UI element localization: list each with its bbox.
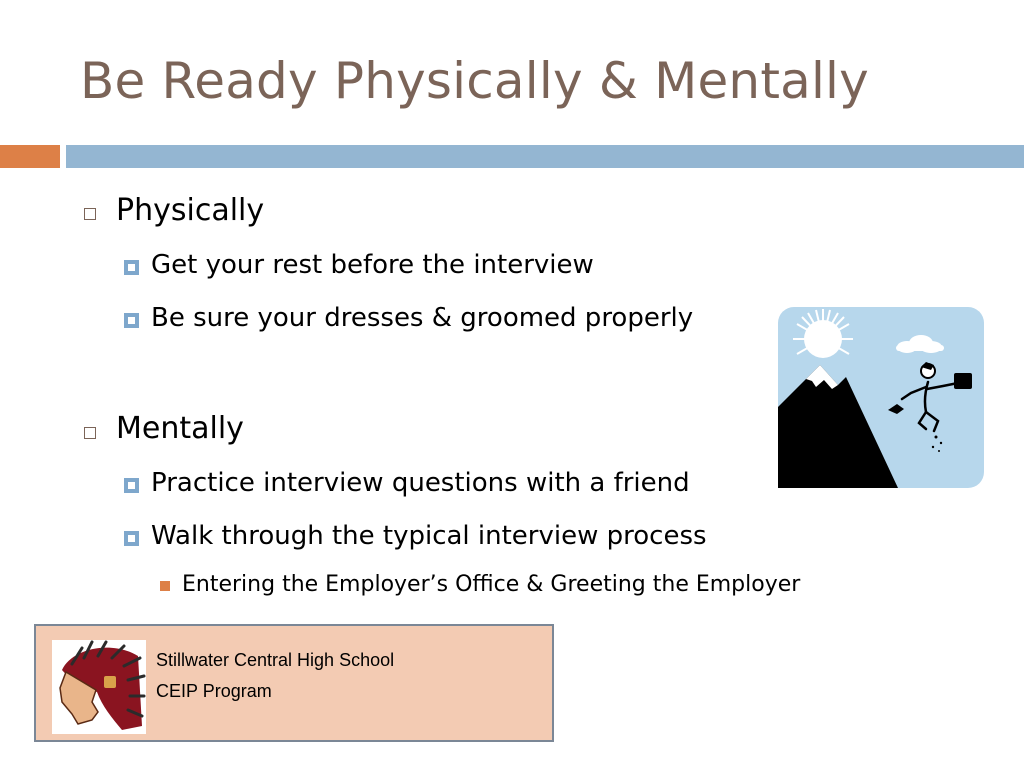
- list-item: Be sure your dresses & groomed properly: [151, 303, 694, 333]
- bullet-small-icon: [160, 581, 170, 591]
- title-rule-blue: [66, 145, 1024, 168]
- footer-school-name: Stillwater Central High School: [156, 650, 395, 670]
- mountain-climber-icon: [778, 307, 984, 488]
- list-subitem: Entering the Employer’s Office & Greeting the Employer: [182, 572, 801, 597]
- list-item: Walk through the typical interview process: [151, 521, 707, 551]
- bullet-square-icon: [124, 531, 139, 546]
- list-item: Get your rest before the interview: [151, 250, 594, 280]
- bullet-square-icon: [124, 260, 139, 275]
- bullet-square-icon: [124, 313, 139, 328]
- section-heading: Mentally: [116, 411, 244, 446]
- list-item: Practice interview questions with a friend: [151, 468, 690, 498]
- slide-title: Be Ready Physically & Mentally: [80, 52, 869, 110]
- section-heading: Physically: [116, 193, 265, 228]
- school-mascot-logo-icon: [52, 640, 146, 734]
- bullet-hollow-icon: [84, 208, 96, 220]
- footer-program-name: CEIP Program: [156, 681, 272, 701]
- bullet-square-icon: [124, 478, 139, 493]
- bullet-hollow-icon: [84, 427, 96, 439]
- title-rule-orange: [0, 145, 60, 168]
